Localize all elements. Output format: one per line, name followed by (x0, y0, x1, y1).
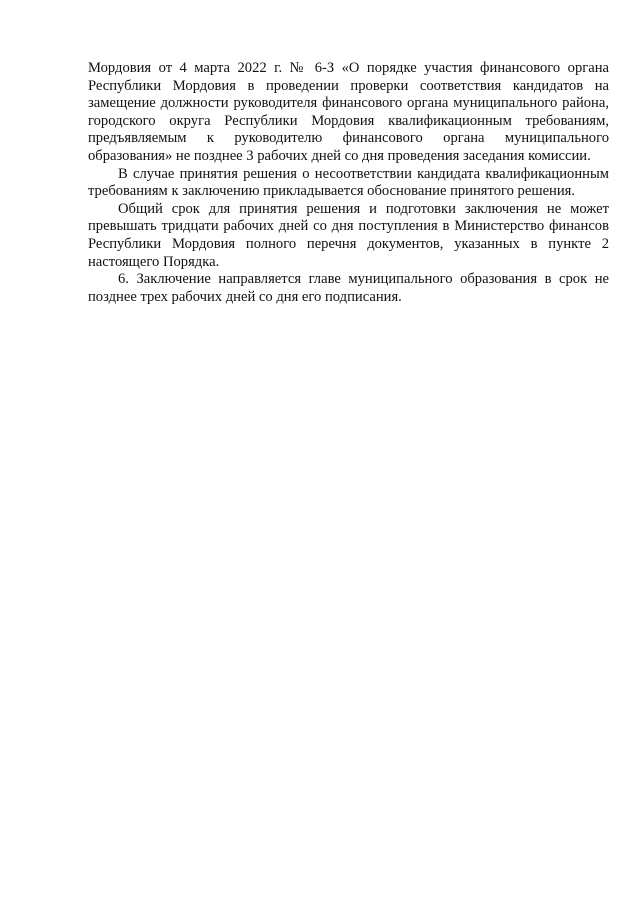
paragraph-nonconformity-justification: В случае принятия решения о несоответствии кандидата квалификационным требованиям к заключению прикладывается обоснование принятого решения. (88, 165, 609, 200)
paragraph-total-term: Общий срок для принятия решения и подготовки заключения не может превышать тридцати рабочих дней со дня поступления в Министерство финансов Республики Мордовия полного перечня документов, указанных в пункте 2 настоящего Порядка. (88, 200, 609, 270)
paragraph-item-6: 6. Заключение направляется главе муниципального образования в срок не позднее трех рабочих дней со дня его подписания. (88, 271, 609, 305)
paragraph-continuation: Мордовия от 4 марта 2022 г. № 6-З «О порядке участия финансового органа Республики Мордовия в проведении проверки соответствия кандидатов на замещение должности руководителя финансового органа муниципального района, городского округа Республики Мордовия квалификационным требованиям, предъявляемым к руководителю финансового органа муниципального образования» не позднее 3 рабочих дней со дня проведения заседания комиссии. (88, 60, 609, 164)
document-page (88, 60, 609, 306)
